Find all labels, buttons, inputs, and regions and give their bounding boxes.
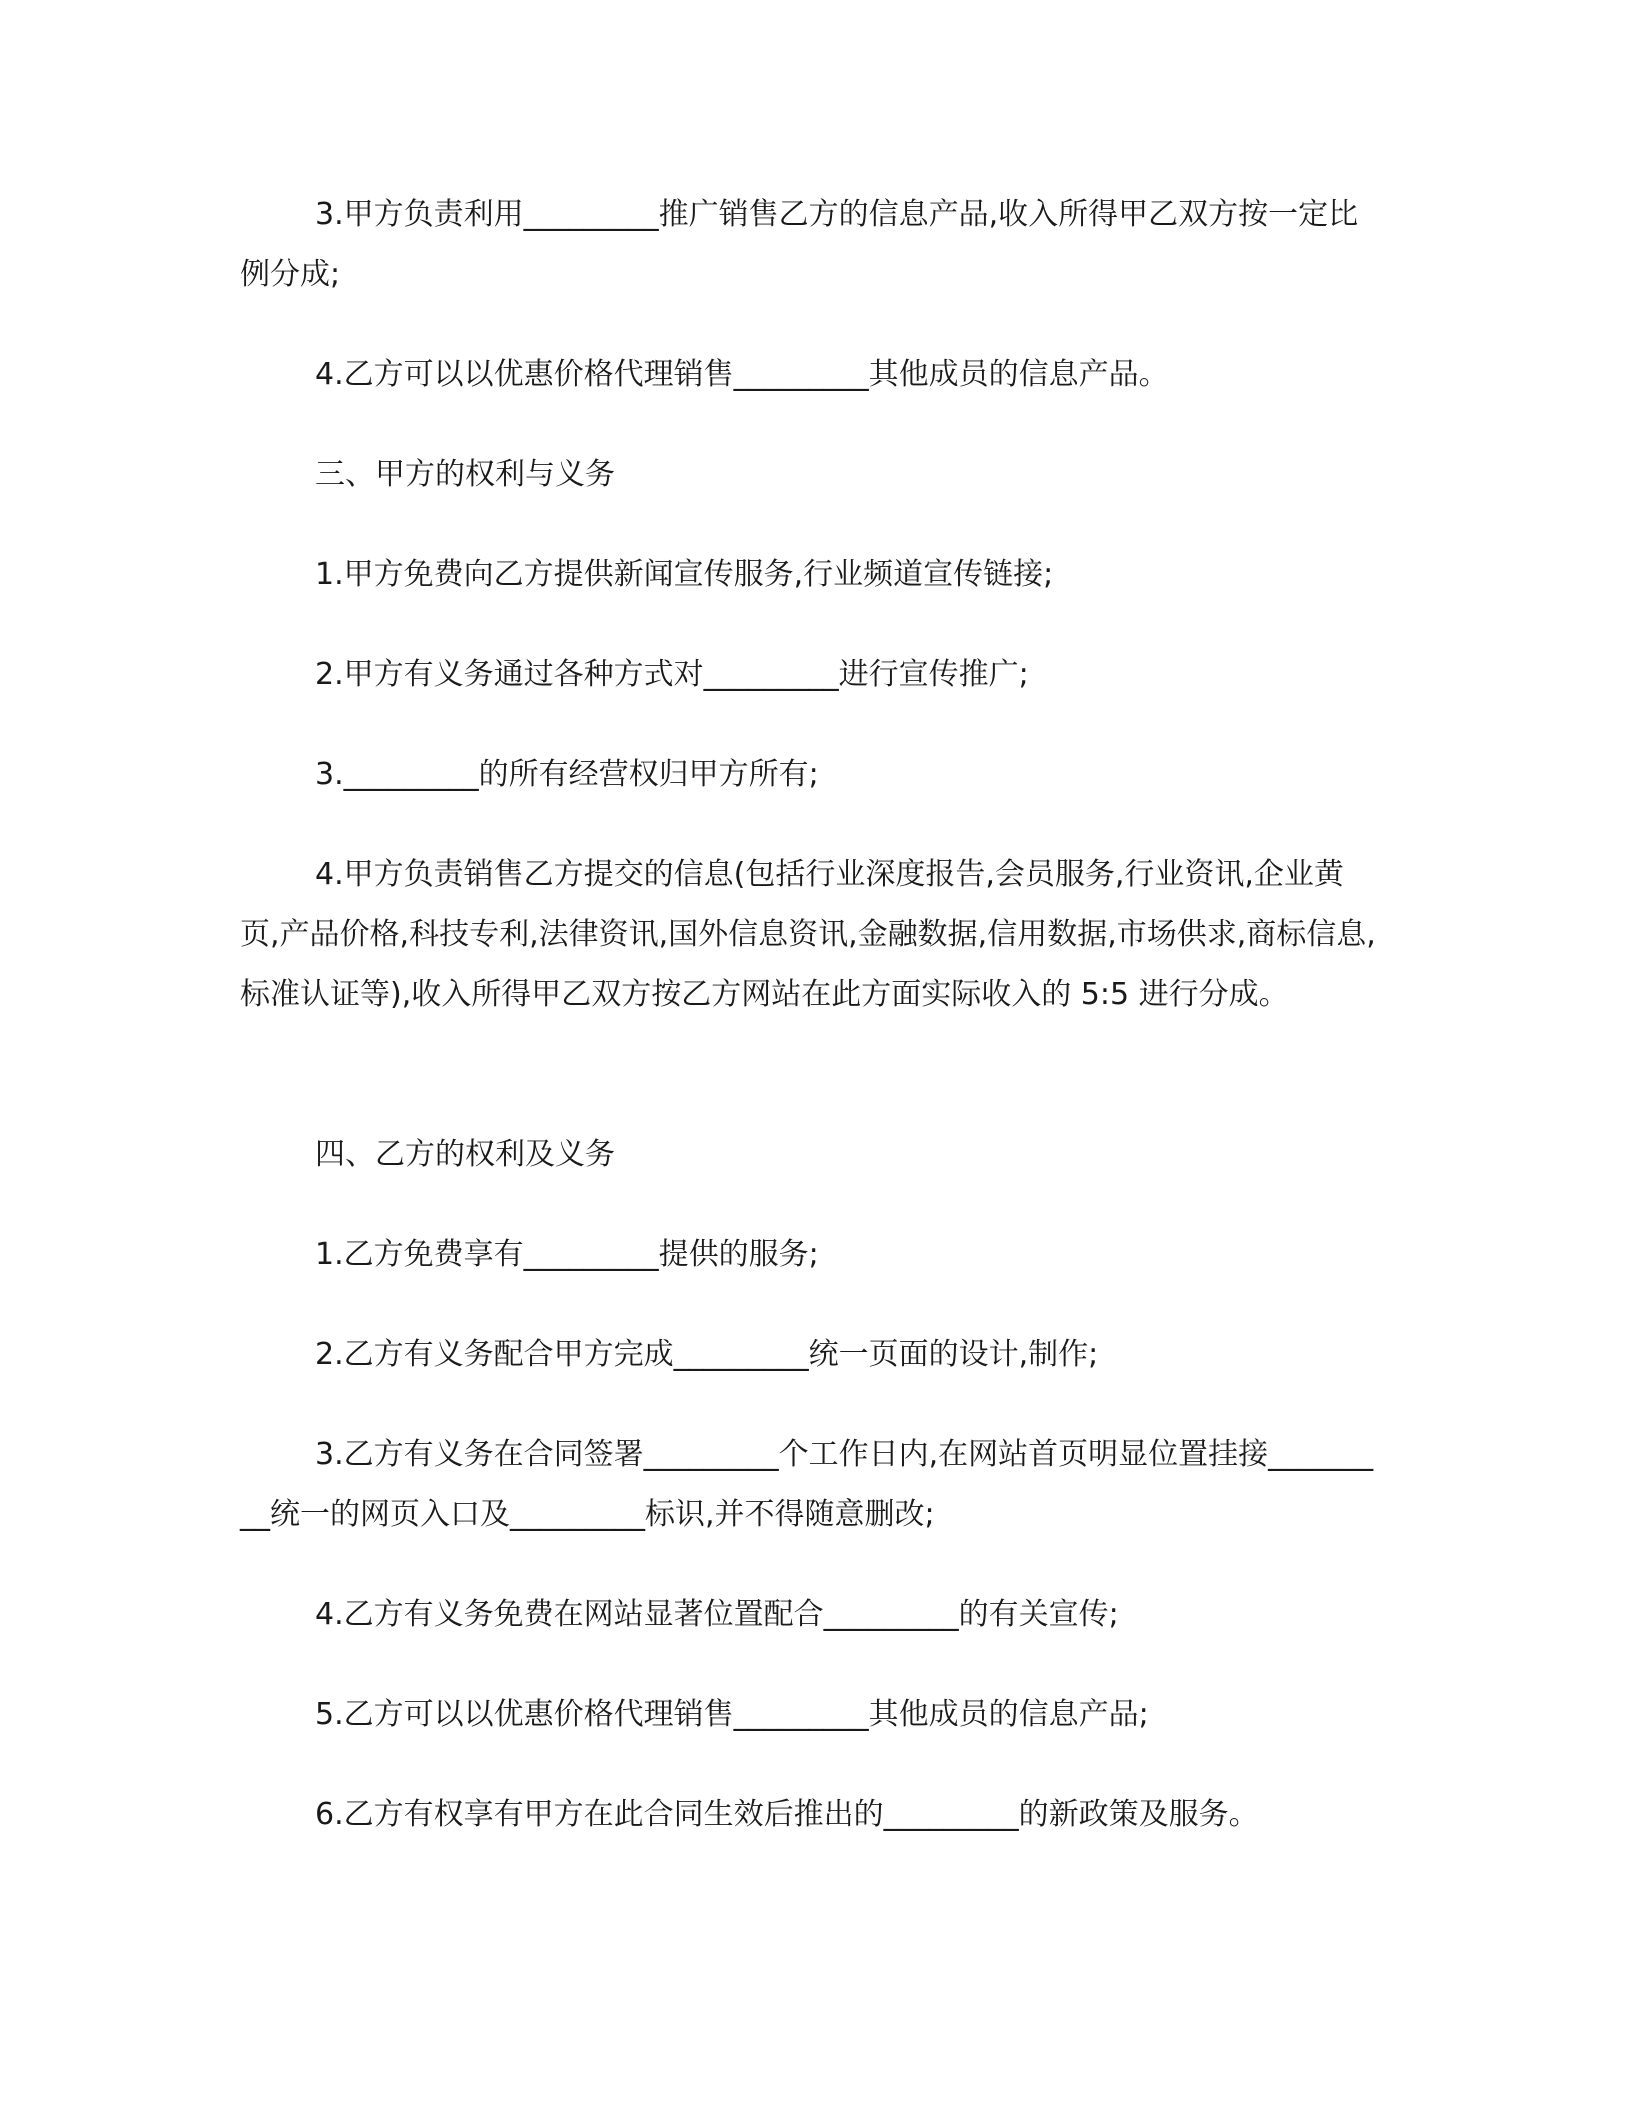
clause-3-1: 1.甲方免费向乙方提供新闻宣传服务,行业频道宣传链接; [315, 557, 1054, 592]
clause-4-5: 5.乙方可以以优惠价格代理销售_________其他成员的信息产品; [315, 1697, 1149, 1732]
clause-4-6: 6.乙方有权享有甲方在此合同生效后推出的_________的新政策及服务。 [315, 1797, 1259, 1832]
clause-2-4: 4.乙方可以以优惠价格代理销售_________其他成员的信息产品。 [315, 357, 1169, 392]
clause-4-1: 1.乙方免费享有_________提供的服务; [315, 1237, 819, 1272]
clause-2-3: 3.甲方负责利用_________推广销售乙方的信息产品,收入所得甲乙双方按一定比例分成; [240, 197, 1359, 292]
section-heading-3: 三、甲方的权利与义务 [315, 457, 615, 492]
clause-3-4: 4.甲方负责销售乙方提交的信息(包括行业深度报告,会员服务,行业资讯,企业黄页,产品价格,科技专利,法律资讯,国外信息资讯,金融数据,信用数据,市场供求,商标信息,标准认证等),收入所得甲乙双方按乙方网站在此方面实际收入的 5:5 进行分成。 [240, 857, 1376, 1012]
section-heading-4: 四、乙方的权利及义务 [315, 1137, 615, 1172]
clause-3-2: 2.甲方有义务通过各种方式对_________进行宣传推广; [315, 657, 1029, 692]
clause-3-3: 3._________的所有经营权归甲方所有; [315, 757, 819, 792]
clause-4-2: 2.乙方有义务配合甲方完成_________统一页面的设计,制作; [315, 1337, 1099, 1372]
clause-4-4: 4.乙方有义务免费在网站显著位置配合_________的有关宣传; [315, 1597, 1119, 1632]
clause-4-3: 3.乙方有义务在合同签署_________个工作日内,在网站首页明显位置挂接_________统一的网页入口及_________标识,并不得随意删改; [240, 1437, 1374, 1532]
